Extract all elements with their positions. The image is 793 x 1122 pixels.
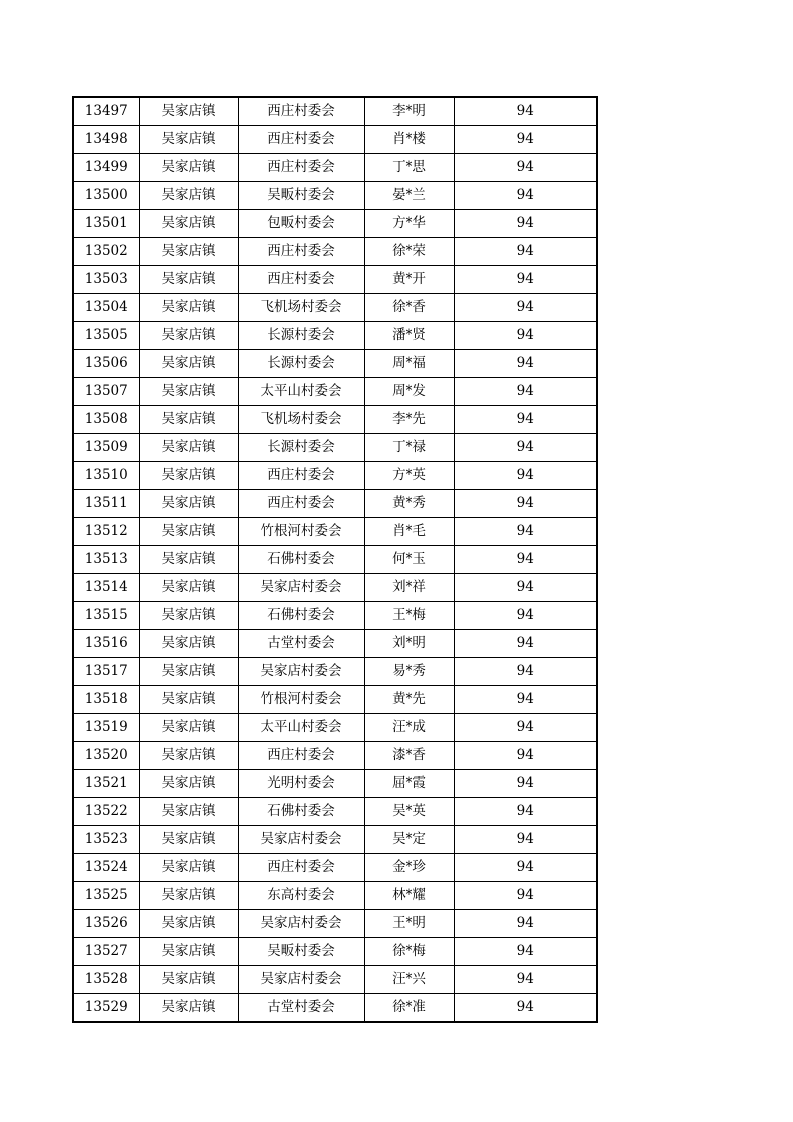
town-cell: 吴家店镇 [139, 882, 238, 910]
town-cell: 吴家店镇 [139, 322, 238, 350]
row-id-cell: 13520 [73, 742, 139, 770]
village-cell: 石佛村委会 [238, 798, 364, 826]
table-row [73, 658, 597, 686]
row-id-cell: 13504 [73, 294, 139, 322]
table-row [73, 882, 597, 910]
village-cell: 西庄村委会 [238, 742, 364, 770]
name-cell: 潘*贤 [364, 322, 454, 350]
data-table [72, 96, 598, 1023]
table-row [73, 266, 597, 294]
amount-cell: 94 [454, 350, 597, 378]
village-cell: 石佛村委会 [238, 602, 364, 630]
village-cell: 长源村委会 [238, 350, 364, 378]
amount-cell: 94 [454, 322, 597, 350]
table-row [73, 294, 597, 322]
name-cell: 王*明 [364, 910, 454, 938]
town-cell: 吴家店镇 [139, 462, 238, 490]
table-row [73, 97, 597, 126]
village-cell: 古堂村委会 [238, 630, 364, 658]
village-cell: 飞机场村委会 [238, 294, 364, 322]
town-cell: 吴家店镇 [139, 210, 238, 238]
table-row [73, 630, 597, 658]
amount-cell: 94 [454, 742, 597, 770]
town-cell: 吴家店镇 [139, 630, 238, 658]
village-cell: 古堂村委会 [238, 994, 364, 1023]
name-cell: 吴*英 [364, 798, 454, 826]
name-cell: 黄*先 [364, 686, 454, 714]
table-row [73, 518, 597, 546]
town-cell: 吴家店镇 [139, 490, 238, 518]
row-id-cell: 13513 [73, 546, 139, 574]
row-id-cell: 13497 [73, 97, 139, 126]
town-cell: 吴家店镇 [139, 182, 238, 210]
amount-cell: 94 [454, 714, 597, 742]
amount-cell: 94 [454, 602, 597, 630]
table-row [73, 546, 597, 574]
village-cell: 吴家店村委会 [238, 910, 364, 938]
table-row [73, 686, 597, 714]
name-cell: 肖*毛 [364, 518, 454, 546]
town-cell: 吴家店镇 [139, 154, 238, 182]
town-cell: 吴家店镇 [139, 798, 238, 826]
village-cell: 西庄村委会 [238, 462, 364, 490]
village-cell: 西庄村委会 [238, 266, 364, 294]
amount-cell: 94 [454, 994, 597, 1023]
table-row [73, 490, 597, 518]
town-cell: 吴家店镇 [139, 97, 238, 126]
table-row [73, 210, 597, 238]
village-cell: 西庄村委会 [238, 97, 364, 126]
row-id-cell: 13503 [73, 266, 139, 294]
row-id-cell: 13515 [73, 602, 139, 630]
row-id-cell: 13529 [73, 994, 139, 1023]
amount-cell: 94 [454, 658, 597, 686]
amount-cell: 94 [454, 826, 597, 854]
table-row [73, 910, 597, 938]
name-cell: 周*发 [364, 378, 454, 406]
name-cell: 周*福 [364, 350, 454, 378]
name-cell: 汪*成 [364, 714, 454, 742]
name-cell: 易*秀 [364, 658, 454, 686]
village-cell: 石佛村委会 [238, 546, 364, 574]
town-cell: 吴家店镇 [139, 994, 238, 1023]
amount-cell: 94 [454, 294, 597, 322]
amount-cell: 94 [454, 882, 597, 910]
name-cell: 肖*楼 [364, 126, 454, 154]
table-row [73, 238, 597, 266]
row-id-cell: 13523 [73, 826, 139, 854]
table-row [73, 770, 597, 798]
table-row [73, 854, 597, 882]
name-cell: 徐*荣 [364, 238, 454, 266]
name-cell: 何*玉 [364, 546, 454, 574]
town-cell: 吴家店镇 [139, 126, 238, 154]
village-cell: 吴畈村委会 [238, 938, 364, 966]
table-row [73, 406, 597, 434]
town-cell: 吴家店镇 [139, 686, 238, 714]
village-cell: 光明村委会 [238, 770, 364, 798]
row-id-cell: 13522 [73, 798, 139, 826]
table-row [73, 350, 597, 378]
row-id-cell: 13510 [73, 462, 139, 490]
row-id-cell: 13519 [73, 714, 139, 742]
row-id-cell: 13505 [73, 322, 139, 350]
row-id-cell: 13528 [73, 966, 139, 994]
row-id-cell: 13525 [73, 882, 139, 910]
village-cell: 竹根河村委会 [238, 686, 364, 714]
town-cell: 吴家店镇 [139, 546, 238, 574]
amount-cell: 94 [454, 938, 597, 966]
town-cell: 吴家店镇 [139, 518, 238, 546]
name-cell: 刘*明 [364, 630, 454, 658]
amount-cell: 94 [454, 574, 597, 602]
town-cell: 吴家店镇 [139, 238, 238, 266]
town-cell: 吴家店镇 [139, 714, 238, 742]
village-cell: 西庄村委会 [238, 238, 364, 266]
amount-cell: 94 [454, 630, 597, 658]
amount-cell: 94 [454, 238, 597, 266]
town-cell: 吴家店镇 [139, 966, 238, 994]
row-id-cell: 13500 [73, 182, 139, 210]
table-row [73, 938, 597, 966]
village-cell: 西庄村委会 [238, 154, 364, 182]
row-id-cell: 13521 [73, 770, 139, 798]
village-cell: 竹根河村委会 [238, 518, 364, 546]
village-cell: 西庄村委会 [238, 490, 364, 518]
amount-cell: 94 [454, 966, 597, 994]
village-cell: 吴家店村委会 [238, 826, 364, 854]
village-cell: 飞机场村委会 [238, 406, 364, 434]
amount-cell: 94 [454, 546, 597, 574]
row-id-cell: 13507 [73, 378, 139, 406]
village-cell: 西庄村委会 [238, 126, 364, 154]
row-id-cell: 13508 [73, 406, 139, 434]
amount-cell: 94 [454, 266, 597, 294]
name-cell: 屈*霞 [364, 770, 454, 798]
name-cell: 金*珍 [364, 854, 454, 882]
town-cell: 吴家店镇 [139, 266, 238, 294]
name-cell: 黄*开 [364, 266, 454, 294]
town-cell: 吴家店镇 [139, 378, 238, 406]
village-cell: 吴畈村委会 [238, 182, 364, 210]
amount-cell: 94 [454, 910, 597, 938]
amount-cell: 94 [454, 97, 597, 126]
town-cell: 吴家店镇 [139, 574, 238, 602]
table-row [73, 126, 597, 154]
name-cell: 吴*定 [364, 826, 454, 854]
amount-cell: 94 [454, 854, 597, 882]
amount-cell: 94 [454, 434, 597, 462]
table-row [73, 462, 597, 490]
village-cell: 吴家店村委会 [238, 966, 364, 994]
amount-cell: 94 [454, 490, 597, 518]
table-row [73, 574, 597, 602]
village-cell: 长源村委会 [238, 434, 364, 462]
row-id-cell: 13509 [73, 434, 139, 462]
row-id-cell: 13499 [73, 154, 139, 182]
town-cell: 吴家店镇 [139, 350, 238, 378]
village-cell: 西庄村委会 [238, 854, 364, 882]
row-id-cell: 13506 [73, 350, 139, 378]
town-cell: 吴家店镇 [139, 434, 238, 462]
row-id-cell: 13511 [73, 490, 139, 518]
row-id-cell: 13526 [73, 910, 139, 938]
amount-cell: 94 [454, 406, 597, 434]
table-row [73, 798, 597, 826]
name-cell: 晏*兰 [364, 182, 454, 210]
table-body [73, 97, 597, 1022]
row-id-cell: 13514 [73, 574, 139, 602]
row-id-cell: 13501 [73, 210, 139, 238]
town-cell: 吴家店镇 [139, 910, 238, 938]
row-id-cell: 13517 [73, 658, 139, 686]
amount-cell: 94 [454, 378, 597, 406]
table-row [73, 182, 597, 210]
name-cell: 王*梅 [364, 602, 454, 630]
row-id-cell: 13524 [73, 854, 139, 882]
name-cell: 徐*香 [364, 294, 454, 322]
name-cell: 林*耀 [364, 882, 454, 910]
row-id-cell: 13512 [73, 518, 139, 546]
amount-cell: 94 [454, 126, 597, 154]
village-cell: 太平山村委会 [238, 378, 364, 406]
name-cell: 李*先 [364, 406, 454, 434]
table-row [73, 378, 597, 406]
town-cell: 吴家店镇 [139, 602, 238, 630]
name-cell: 刘*祥 [364, 574, 454, 602]
town-cell: 吴家店镇 [139, 938, 238, 966]
table-row [73, 966, 597, 994]
amount-cell: 94 [454, 686, 597, 714]
town-cell: 吴家店镇 [139, 406, 238, 434]
amount-cell: 94 [454, 462, 597, 490]
table-row [73, 742, 597, 770]
village-cell: 吴家店村委会 [238, 574, 364, 602]
name-cell: 方*英 [364, 462, 454, 490]
table-row [73, 826, 597, 854]
row-id-cell: 13518 [73, 686, 139, 714]
table-row [73, 434, 597, 462]
row-id-cell: 13502 [73, 238, 139, 266]
village-cell: 太平山村委会 [238, 714, 364, 742]
table-row [73, 994, 597, 1023]
amount-cell: 94 [454, 798, 597, 826]
name-cell: 丁*思 [364, 154, 454, 182]
row-id-cell: 13516 [73, 630, 139, 658]
name-cell: 徐*准 [364, 994, 454, 1023]
row-id-cell: 13498 [73, 126, 139, 154]
amount-cell: 94 [454, 770, 597, 798]
name-cell: 汪*兴 [364, 966, 454, 994]
amount-cell: 94 [454, 210, 597, 238]
amount-cell: 94 [454, 154, 597, 182]
village-cell: 东高村委会 [238, 882, 364, 910]
town-cell: 吴家店镇 [139, 294, 238, 322]
name-cell: 方*华 [364, 210, 454, 238]
village-cell: 长源村委会 [238, 322, 364, 350]
town-cell: 吴家店镇 [139, 854, 238, 882]
village-cell: 包畈村委会 [238, 210, 364, 238]
table-row [73, 714, 597, 742]
village-cell: 吴家店村委会 [238, 658, 364, 686]
town-cell: 吴家店镇 [139, 770, 238, 798]
table-row [73, 322, 597, 350]
name-cell: 丁*禄 [364, 434, 454, 462]
row-id-cell: 13527 [73, 938, 139, 966]
name-cell: 李*明 [364, 97, 454, 126]
amount-cell: 94 [454, 518, 597, 546]
data-sheet [72, 96, 596, 1023]
table-row [73, 154, 597, 182]
name-cell: 徐*梅 [364, 938, 454, 966]
amount-cell: 94 [454, 182, 597, 210]
town-cell: 吴家店镇 [139, 742, 238, 770]
town-cell: 吴家店镇 [139, 826, 238, 854]
name-cell: 漆*香 [364, 742, 454, 770]
name-cell: 黄*秀 [364, 490, 454, 518]
table-row [73, 602, 597, 630]
town-cell: 吴家店镇 [139, 658, 238, 686]
